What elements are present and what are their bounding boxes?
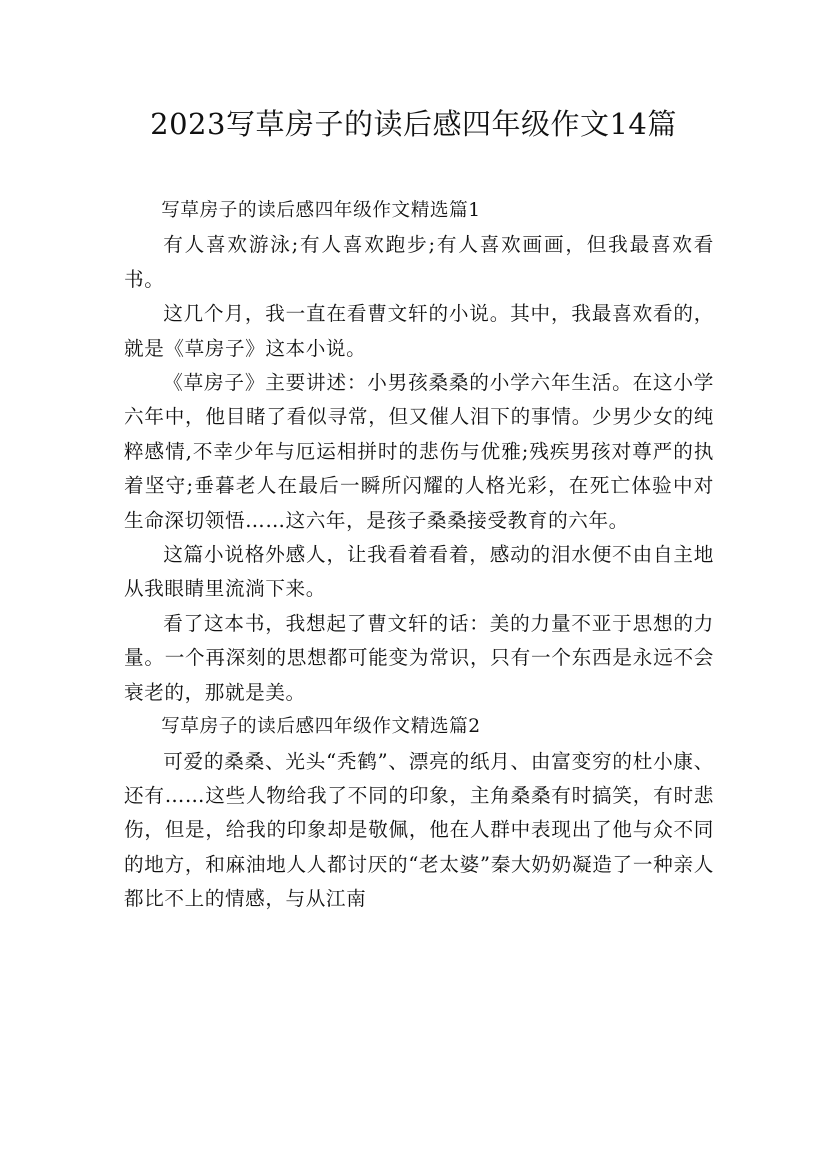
paragraph: 可爱的桑桑、光头“秃鹤”、漂亮的纸月、由富变穷的杜小康、还有……这些人物给我了不同的印象，主角桑桑有时搞笑，有时悲伤，但是，给我的印象却是敬佩，他在人群中表现出了他与众不同的地方，和麻油地人人都讨厌的“老太婆”秦大奶奶凝造了一种亲人都比不上的情感，与从江南 bbox=[124, 749, 714, 911]
section-heading: 写草房子的读后感四年级作文精选篇1 bbox=[161, 200, 481, 221]
section-heading: 写草房子的读后感四年级作文精选篇2 bbox=[161, 716, 481, 738]
paragraph: 有人喜欢游泳;有人喜欢跑步;有人喜欢画画，但我最喜欢看书。 bbox=[124, 233, 714, 291]
document-body bbox=[124, 194, 714, 917]
document-title: 2023写草房子的读后感四年级作文14篇 bbox=[150, 107, 677, 141]
paragraph: 这篇小说格外感人，让我看着看着，感动的泪水便不由自主地从我眼睛里流淌下来。 bbox=[124, 543, 714, 601]
paragraph: 《草房子》主要讲述：小男孩桑桑的小学六年生活。在这小学六年中，他目睹了看似寻常，但又催人泪下的事情。少男少女的纯粹感情,不幸少年与厄运相拼时的悲伤与优雅;残疾男孩对尊严的执着坚守;垂暮老人在最后一瞬所闪耀的人格光彩，在死亡体验中对生命深切领悟……这六年，是孩子桑桑接受教育的六年。 bbox=[124, 371, 714, 532]
paragraph: 这几个月，我一直在看曹文轩的小说。其中，我最喜欢看的，就是《草房子》这本小说。 bbox=[124, 302, 714, 360]
paragraph: 看了这本书，我想起了曹文轩的话：美的力量不亚于思想的力量。一个再深刻的思想都可能变为常识，只有一个东西是永远不会衰老的，那就是美。 bbox=[124, 611, 714, 704]
